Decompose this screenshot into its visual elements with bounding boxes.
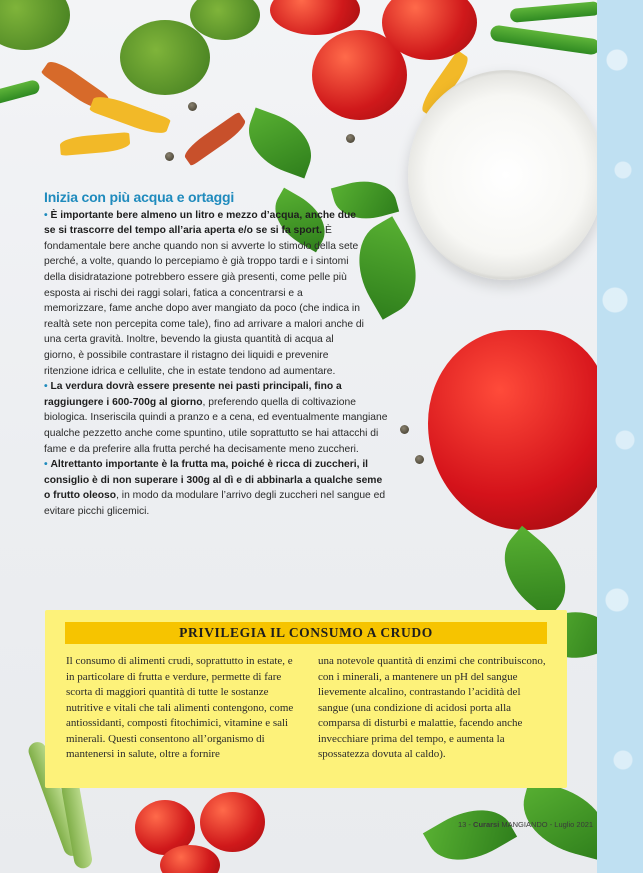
bullet: • xyxy=(44,209,48,221)
bullet: • xyxy=(44,381,48,393)
pasta-icon xyxy=(89,92,171,138)
tomato-icon xyxy=(200,792,265,852)
basil-leaf-icon xyxy=(239,108,322,179)
footer-magazine: MANGIANDO - Luglio 2021 xyxy=(501,820,594,829)
bullet: • xyxy=(44,459,48,471)
broccoli-icon xyxy=(0,0,70,50)
paragraph-vegetables xyxy=(44,379,389,457)
peppercorn-icon xyxy=(165,152,174,161)
paragraph-water-lead: È importante bere almeno un litro e mezzo d’acqua, anche due se si trascorre del tempo all’aria aperta e/o se si fa sport. xyxy=(44,209,357,237)
paragraph-fruit xyxy=(44,457,389,519)
tomato-icon xyxy=(160,845,220,873)
page-footer xyxy=(458,820,593,829)
box-text-left: Il consumo di alimenti crudi, soprattutto in estate, e in particolare di frutta e verdure, permette di fare scorta di maggiori quantità di tutte le sostanze nutritive e vitali che tali alimenti contengono, come antiossidanti, composti fitochimici, vitamine e sali minerali. Questi consentono all’organismo di mantenersi in salute, oltre a fornire xyxy=(66,655,294,760)
pasta-icon xyxy=(181,112,249,167)
page-number: 13 - xyxy=(458,820,471,829)
basil-leaf-icon xyxy=(487,526,584,620)
green-bean-icon xyxy=(0,79,41,105)
peppercorn-icon xyxy=(346,134,355,143)
peppercorn-icon xyxy=(400,425,409,434)
paragraph-fruit-lead: Altrettanto importante è la frutta ma, poiché è ricca di zuccheri, il consiglio è di non superare i 300g al dì e di abbinarla a qualche seme o frutto oleoso xyxy=(44,459,383,502)
paragraph-water xyxy=(44,208,366,380)
raw-food-box xyxy=(45,610,567,788)
green-bean-icon xyxy=(489,24,600,55)
broccoli-icon xyxy=(120,20,210,95)
green-bean-icon xyxy=(510,1,601,23)
red-pepper-icon xyxy=(428,330,608,530)
paragraph-vegetables-text: , preferendo quella di coltivazione biologica. Inseriscila quindi a pranzo e a cena, ed eventualmente mangiane qualche pezzetto anche come spuntino, utile soprattutto se hai attacchi di fame e da preferire alla frutta perché ha decisamente meno zuccheri. xyxy=(44,396,388,455)
paragraph-water-text: È fondamentale bere anche quando non si avverte lo stimolo della sete perché, a volte, quando lo percepiamo è già troppo tardi e i sintomi della disidratazione potrebbero essere già presenti, come pelle più esposta ai rischi dei raggi solari, fatica a concentrarsi e a memorizzare, fame anche dopo aver mangiato da poco (che indica in realtà sete non percepita come tale), fino ad arrivare a malori anche di una certa gravità. Inoltre, bevendo la giusta quantità di acqua al giorno, è possibile contrastare il ristagno dei liquidi e prevenire ritenzione idrica e cellulite, che in estate tendono ad aumentare. xyxy=(44,225,364,377)
decorative-side-strip xyxy=(597,0,643,873)
box-title: PRIVILEGIA IL CONSUMO A CRUDO xyxy=(65,622,547,644)
article-heading: Inizia con più acqua e ortaggi xyxy=(44,189,235,205)
box-text-right: una notevole quantità di enzimi che contribuiscono, con i minerali, a mantenere un pH del sangue lievemente alcalino, contrastando l’acidità del sangue (una condizione di acidosi porta alla comparsa di disturbi e malattie, facendo anche invecchiare prima del tempo, e aumenta la spossatezza dovuta al caldo). xyxy=(318,655,546,760)
article-body xyxy=(44,189,388,519)
pasta-icon xyxy=(59,132,130,156)
peppercorn-icon xyxy=(415,455,424,464)
peppercorn-icon xyxy=(188,102,197,111)
paragraph-vegetables-lead: La verdura dovrà essere presente nei pasti principali, fino a raggiungere i 600-700g al giorno xyxy=(44,381,342,408)
yogurt-bowl-icon xyxy=(408,70,604,280)
paragraph-fruit-text: , in modo da modulare l’arrivo degli zuccheri nel sangue ed evitare picchi glicemici. xyxy=(44,490,386,517)
tomato-icon xyxy=(270,0,360,35)
basil-leaf-icon xyxy=(423,793,517,873)
footer-brand: Curarsi xyxy=(473,820,500,829)
